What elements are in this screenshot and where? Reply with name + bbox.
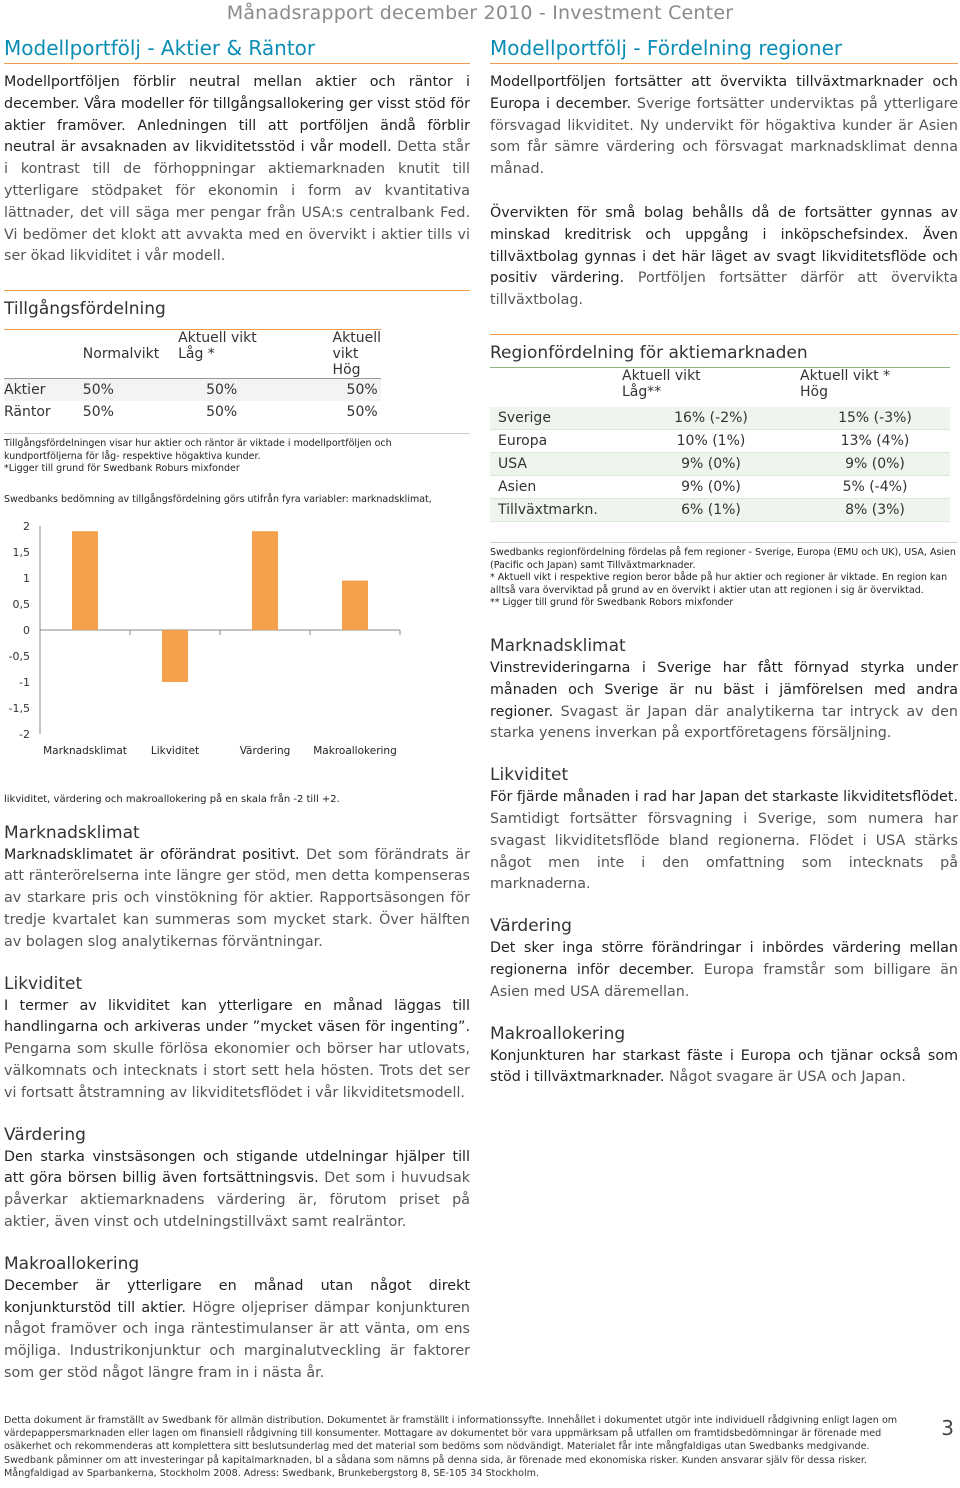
- table-row: Tillväxtmarkn. 6% (1%) 8% (3%): [490, 499, 950, 522]
- left-section-heading: Likviditet: [4, 973, 83, 994]
- y-tick-label: -2: [19, 728, 30, 742]
- chart-bar: [252, 531, 278, 630]
- right-section-heading: Likviditet: [490, 765, 569, 786]
- allocation-title: Tillgångsfördelning: [4, 299, 166, 320]
- right-section-heading: Marknadsklimat: [490, 635, 626, 656]
- left-section-likviditet: Likviditet I termer av likviditet kan ytterligare en månad läggas till handlingarna och arkiveras under ”mycket väsen för ingenting”. Pengarna som skulle förlösa ekonomier och börser har utlovats, välkomnats och intecknats i stort sett hela hösten. Trots det ser vi fortsatt åtstramning av likviditetsflödet i vår likviditetsmodell.: [4, 973, 470, 1101]
- y-tick-label: 0,5: [12, 598, 30, 612]
- alloc-note-2: *Ligger till grund för Swedbank Roburs mixfonder: [4, 463, 240, 475]
- y-tick-label: -0,5: [8, 650, 30, 664]
- left-section-vardering: Värdering Den starka vinstsäsongen och stigande utdelningar hjälper till att göra börsen billig även fortsättningsvis. Det som i huvudsak påverkar aktiemarknadens värdering är, förutom priset på aktier, även vinst och utdelningstillväxt samt realräntor.: [4, 1124, 470, 1231]
- assessment-chart-svg: [4, 518, 404, 780]
- alloc-note-1: Tillgångsfördelningen visar hur aktier och räntor är viktade i modellportföljen och kundportföljerna för låg- respektive högaktiva kunder.: [4, 433, 470, 463]
- page-number: 3: [941, 1416, 954, 1440]
- right-section-title: Modellportfölj - Fördelning regioner: [490, 36, 958, 64]
- right-section-vardering: Värdering Det sker inga större förändringar i inbördes värdering mellan regionerna inför december. Europa framstår som billigare än Asien med USA däremellan.: [490, 916, 958, 1000]
- disclaimer-footer: Detta dokument är framställt av Swedbank för allmän distribution. Dokumentet är framställt i informationssyfte. Innehållet i dokumentet utgör inte individuell rådgivning enligt lagen om värdepappersmarknaden eller lagen om finansiell rådgivning till konsumenter. Mottagare av dokumentet bör vara uppmärksam på utfallen om framtidsbedömningar är förenade med osäkerhet och rekommenderas att komplettera sitt beslutsunderlag med det material som bedöms som nödvändigt. Materialet får inte mångfaldigas utan Swedbanks medgivande. Swedbank påminner om att investeringar på kapitalmarknaden, bl a sådana som nämns på denna sida, är förenade med ekonomiska risker. Kunden ansvarar själv för dessa risker. Mångfaldigad av Sparbankerna, Stockholm 2008. Adress: Swedbank, Brunkebergstorg 8, SE-105 34 Stockholm.: [4, 1415, 898, 1479]
- left-intro: [4, 72, 470, 268]
- region-header-low: Aktuell vikt Låg**: [622, 367, 701, 400]
- y-tick-label: 2: [23, 520, 30, 534]
- right-section-marknadsklimat: Marknadsklimat Vinstrevideringarna i Sverige har fått förnyad styrka under månaden och Sverige är nu bäst i jämförelsen med andra regioner. Svagast är Japan där analytikerna tar intryck av den starka yenens inverkan på exportföretagens försäljning.: [490, 635, 958, 742]
- right-section-makroallokering: Makroallokering Konjunkturen har starkast fäste i Europa och tjänar också som stöd i tillväxtmarknader. Något svagare är USA och Japan.: [490, 1023, 958, 1086]
- region-header-high: Aktuell vikt * Hög: [800, 367, 891, 400]
- right-column: [490, 36, 958, 1089]
- left-sections: [4, 823, 470, 1385]
- y-tick-label: 0: [23, 624, 30, 638]
- left-section-heading: Värdering: [4, 1124, 86, 1145]
- left-column: [4, 36, 470, 1385]
- right-section-heading: Makroallokering: [490, 1023, 626, 1044]
- region-note-3: ** Ligger till grund för Swedbank Robors mixfonder: [490, 597, 734, 609]
- allocation-panel: [4, 290, 470, 807]
- right-intro-1: Modellportföljen fortsätter att övervikta tillväxtmarknader och Europa i december. Sverige fortsätter underviktas på ytterligare försvagad likviditet. Ny undervikt för högaktiva kunder är Asien som får sämre värdering och försvagat marknadsklimat denna månad.: [490, 74, 958, 178]
- table-row: USA 9% (0%) 9% (0%): [490, 453, 950, 476]
- alloc-header-low: Aktuell vikt Låg *: [178, 330, 257, 363]
- chart-bar: [72, 531, 98, 630]
- x-tick-label: Likviditet: [150, 745, 200, 758]
- table-row: Sverige 16% (-2%) 15% (-3%): [490, 407, 950, 430]
- region-note-1: Swedbanks regionfördelning fördelas på fem regioner - Sverige, Europa (EMU och UK), USA, Asien (Pacific och Japan) samt Tillväxtmarknader.: [490, 542, 958, 572]
- x-tick-label: Marknadsklimat: [43, 745, 127, 758]
- assessment-chart: [4, 518, 404, 780]
- report-header: Månadsrapport december 2010 - Investment Center: [226, 2, 734, 24]
- right-section-heading: Värdering: [490, 916, 572, 937]
- region-panel: [490, 334, 958, 610]
- right-sections: [490, 636, 958, 1089]
- table-row: Aktier 50% 50% 50%: [4, 379, 381, 402]
- allocation-table: [4, 329, 381, 423]
- table-row: Asien 9% (0%) 5% (-4%): [490, 476, 950, 499]
- chart-intro: Swedbanks bedömning av tillgångsfördelning görs utifrån fyra variabler: marknadsklimat,: [4, 493, 432, 505]
- chart-bar: [342, 581, 368, 630]
- region-note-2: * Aktuell vikt i respektive region beror både på hur aktier och regioner är viktade. En region kan alltså vara överviktad på grund av en övervikt i aktier utan att regionen i sig är överviktad.: [490, 572, 948, 596]
- table-row: Räntor 50% 50% 50%: [4, 404, 378, 421]
- y-tick-label: 1: [23, 572, 30, 586]
- left-section-makroallokering: Makroallokering December är ytterligare en månad utan något direkt konjunkturstöd till aktier. Högre oljepriser dämpar konjunkturen något framöver och inga räntestimulanser är att vänta, om ens möjliga. Industrikonjunktur och marginalutveckling är faktorer som ger stöd något längre fram in i nästa år.: [4, 1253, 470, 1382]
- alloc-header-high: Aktuell vikt Hög: [332, 330, 381, 379]
- y-tick-label: -1: [19, 676, 30, 690]
- left-intro-part-1: Modellportföljen förblir neutral mellan aktier och räntor i december. Våra modeller för tillgångsallokering ger visst stöd för aktier framöver. Anledningen till att portföljen ändå förblir neutral är avsaknaden av likviditetsstöd i vår modell.: [4, 74, 470, 156]
- chart-bar: [162, 630, 188, 682]
- left-section-heading: Makroallokering: [4, 1253, 140, 1274]
- right-section-likviditet: Likviditet För fjärde månaden i rad har Japan det starkaste likviditetsflödet. Samtidigt fortsätter försvagning i Sverige, som numera har svagast likviditetsflöde bland regionerna. Flödet i USA stärks något men inte i den omfattning som intecknats på marknaderna.: [490, 765, 958, 893]
- region-table: [490, 367, 950, 523]
- y-tick-label: -1,5: [8, 702, 30, 716]
- chart-outro: likviditet, värdering och makroallokering på en skala från -2 till +2.: [4, 794, 340, 806]
- right-intro-2: Övervikten för små bolag behålls då de fortsätter gynnas av minskad kreditrisk och uppgång i inköpschefsindex. Även tillväxtbolag gynnas i det här läget av svagt likviditetsflöde och positiv värdering. Portföljen fortsätter därför att övervikta tillväxtbolag.: [490, 204, 959, 309]
- x-tick-label: Makroallokering: [313, 745, 397, 758]
- y-tick-label: 1,5: [12, 546, 30, 560]
- left-section-title: Modellportfölj - Aktier & Räntor: [4, 36, 470, 64]
- left-intro-part-2: Detta står i kontrast till de förhoppningar aktiemarknaden knutit till ytterligare stödpaket för ekonomin i form av kvantitativa lättnader, det vill säga mer pengar från USA:s centralbank Fed. Vi bedömer det klokt att avvakta med en övervikt i aktier tills vi ser ökad likviditet i vår modell.: [4, 139, 470, 265]
- x-tick-label: Värdering: [239, 745, 291, 758]
- left-section-heading: Marknadsklimat: [4, 822, 140, 843]
- region-title: Regionfördelning för aktiemarknaden: [490, 342, 808, 363]
- left-section-marknadsklimat: Marknadsklimat Marknadsklimatet är oförändrat positivt. Det som förändrats är att ränterörelserna inte längre ger stöd, men detta kompenseras av starkare pris och vinstökning för aktier. Rapportsäsongen för tredje kvartalet kan summeras som mycket stark. Över hälften av bolagen slog analytikernas förväntningar.: [4, 822, 470, 950]
- alloc-header-normal: Normalvikt: [82, 346, 160, 363]
- table-row: Europa 10% (1%) 13% (4%): [490, 430, 950, 453]
